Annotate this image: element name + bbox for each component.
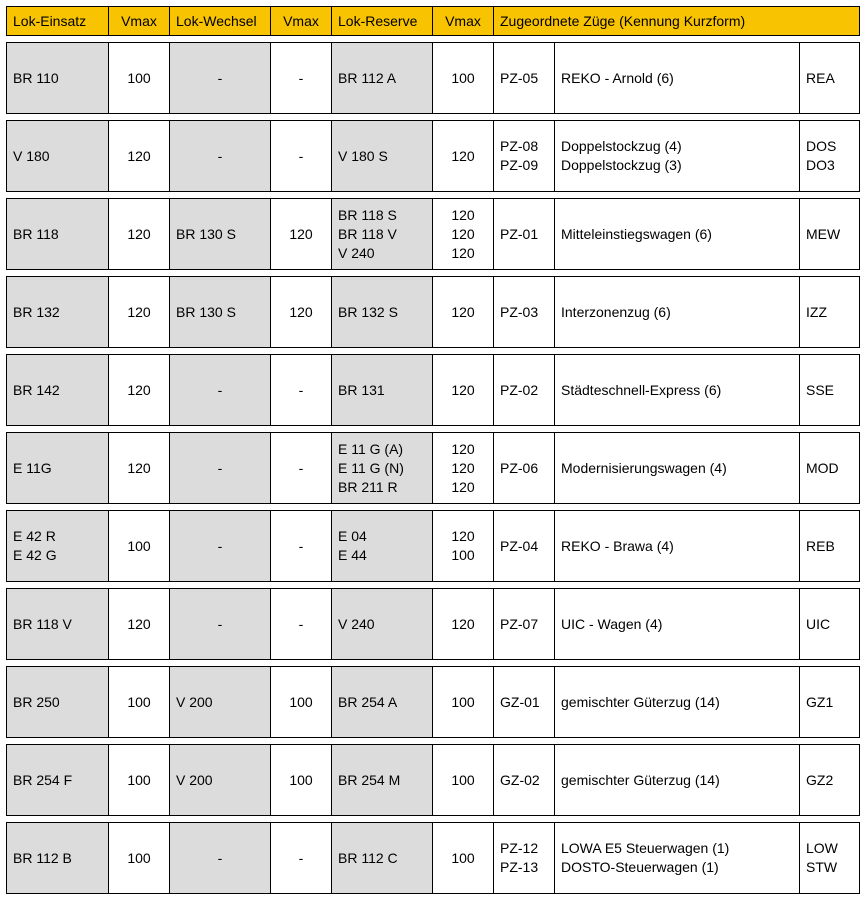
- zug-kurzform-text: IZZ: [806, 303, 827, 320]
- zug-kurzform-text: REB: [806, 537, 835, 554]
- zug-kurzform-text: SSE: [806, 381, 835, 398]
- vmax-einsatz-text: 120: [127, 615, 151, 632]
- vmax-reserve-text: 120: [451, 206, 475, 223]
- vmax-wechsel-text: 120: [289, 225, 313, 242]
- vmax-reserve-cell: [432, 199, 493, 269]
- header-lok-reserve: Lok-Reserve: [331, 7, 432, 35]
- zug-name-text: LOWA E5 Steuerwagen (1): [561, 840, 730, 856]
- lok-reserve-text: BR 118 S: [338, 206, 397, 223]
- lok-einsatz-text: BR 118: [13, 225, 59, 242]
- vmax-wechsel-cell: [270, 199, 331, 269]
- zug-code-cell: [493, 199, 554, 269]
- zug-name-cell: [554, 199, 799, 269]
- header-lok-wechsel: Lok-Wechsel: [169, 7, 270, 35]
- vmax-wechsel-text: -: [298, 69, 304, 86]
- vmax-wechsel-cell: [270, 121, 331, 191]
- lok-reserve-cell: [331, 277, 432, 347]
- vmax-reserve-cell: [432, 511, 493, 581]
- vmax-reserve-text: 120: [451, 615, 475, 632]
- vmax-wechsel-cell: [270, 43, 331, 113]
- lok-einsatz-cell: [7, 589, 108, 659]
- vmax-einsatz-text: 100: [127, 537, 151, 554]
- zug-kurzform-cell: [799, 745, 859, 815]
- zug-code-cell: [493, 589, 554, 659]
- zug-kurzform-text: STW: [806, 859, 838, 875]
- zug-code-text: PZ-09: [500, 157, 539, 173]
- lok-einsatz-cell: [7, 667, 108, 737]
- vmax-reserve-text: 120: [451, 381, 475, 398]
- table-row: [6, 432, 860, 504]
- zug-name-text: Doppelstockzug (4): [561, 138, 682, 154]
- vmax-wechsel-cell: [270, 277, 331, 347]
- zug-name-cell: [554, 355, 799, 425]
- vmax-reserve-cell: [432, 433, 493, 503]
- zug-kurzform-cell: [799, 823, 859, 893]
- vmax-einsatz-text: 100: [127, 771, 151, 788]
- vmax-wechsel-text: -: [298, 459, 304, 476]
- table-row: [6, 744, 860, 816]
- lok-einsatz-cell: [7, 433, 108, 503]
- zug-name-cell: [554, 511, 799, 581]
- lok-wechsel-cell: [169, 277, 270, 347]
- vmax-reserve-cell: [432, 745, 493, 815]
- lok-wechsel-text: -: [217, 459, 223, 476]
- lok-wechsel-cell: [169, 355, 270, 425]
- lok-einsatz-cell: [7, 745, 108, 815]
- lok-reserve-cell: [331, 823, 432, 893]
- zug-kurzform-text: LOW: [806, 840, 838, 856]
- vmax-wechsel-cell: [270, 589, 331, 659]
- lok-einsatz-cell: [7, 355, 108, 425]
- zug-name-cell: [554, 121, 799, 191]
- lok-einsatz-text: V 180: [13, 147, 50, 164]
- zug-kurzform-cell: [799, 121, 859, 191]
- lok-einsatz-text: BR 118 V: [13, 615, 72, 632]
- zug-code-cell: [493, 745, 554, 815]
- vmax-einsatz-cell: [108, 277, 169, 347]
- zug-kurzform-text: REA: [806, 69, 835, 86]
- zug-code-text: PZ-08: [500, 138, 539, 154]
- zug-kurzform-cell: [799, 199, 859, 269]
- zug-name-text: Mitteleinstiegswagen (6): [561, 225, 712, 242]
- zug-name-text: Doppelstockzug (3): [561, 157, 682, 173]
- vmax-wechsel-text: -: [298, 615, 304, 632]
- vmax-wechsel-text: 100: [289, 771, 313, 788]
- lok-einsatz-cell: [7, 823, 108, 893]
- header-vmax-wechsel: Vmax: [270, 7, 331, 35]
- zug-kurzform-text: DO3: [806, 157, 835, 173]
- zug-code-text: PZ-05: [500, 69, 539, 86]
- zug-name-text: Interzonenzug (6): [561, 303, 671, 320]
- lok-einsatz-text: E 11G: [13, 459, 52, 476]
- zug-kurzform-text: MOD: [806, 459, 839, 476]
- header-vmax-reserve: Vmax: [432, 7, 493, 35]
- lok-reserve-text: BR 254 M: [338, 771, 401, 788]
- zug-code-text: GZ-01: [500, 693, 540, 710]
- vmax-einsatz-cell: [108, 823, 169, 893]
- lok-wechsel-text: BR 130 S: [176, 303, 236, 320]
- lok-wechsel-cell: [169, 589, 270, 659]
- lok-einsatz-cell: [7, 277, 108, 347]
- lok-reserve-cell: [331, 667, 432, 737]
- zug-kurzform-cell: [799, 355, 859, 425]
- zug-code-cell: [493, 43, 554, 113]
- vmax-wechsel-text: 120: [289, 303, 313, 320]
- table-row: [6, 354, 860, 426]
- vmax-reserve-cell: [432, 277, 493, 347]
- vmax-reserve-text: 100: [451, 693, 475, 710]
- table-row: [6, 198, 860, 270]
- zug-code-text: PZ-12: [500, 840, 539, 856]
- vmax-reserve-cell: [432, 589, 493, 659]
- vmax-reserve-text: 120: [451, 440, 475, 457]
- lok-reserve-cell: [331, 355, 432, 425]
- lok-einsatz-text: BR 250: [13, 693, 60, 710]
- lok-einsatz-cell: [7, 511, 108, 581]
- lok-wechsel-cell: [169, 667, 270, 737]
- header-vmax-einsatz: Vmax: [108, 7, 169, 35]
- zug-kurzform-text: DOS: [806, 138, 837, 154]
- vmax-wechsel-cell: [270, 667, 331, 737]
- lok-einsatz-text: BR 254 F: [13, 771, 73, 788]
- vmax-einsatz-cell: [108, 589, 169, 659]
- vmax-einsatz-cell: [108, 667, 169, 737]
- lok-reserve-text: BR 112 C: [338, 849, 398, 866]
- vmax-reserve-text: 100: [451, 771, 475, 788]
- zug-code-text: PZ-04: [500, 537, 539, 554]
- lok-wechsel-text: V 200: [176, 771, 213, 788]
- vmax-einsatz-text: 100: [127, 849, 151, 866]
- table-row: [6, 510, 860, 582]
- zug-name-cell: [554, 433, 799, 503]
- table-row: [6, 42, 860, 114]
- lok-wechsel-text: -: [217, 615, 223, 632]
- vmax-reserve-cell: [432, 823, 493, 893]
- lok-wechsel-cell: [169, 43, 270, 113]
- zug-code-text: PZ-03: [500, 303, 539, 320]
- lok-einsatz-cell: [7, 199, 108, 269]
- zug-name-text: DOSTO-Steuerwagen (1): [561, 859, 719, 875]
- vmax-einsatz-text: 120: [127, 459, 151, 476]
- lok-wechsel-cell: [169, 433, 270, 503]
- lok-reserve-text: BR 132 S: [338, 303, 398, 320]
- vmax-reserve-text: 120: [451, 225, 475, 242]
- vmax-reserve-text: 120: [451, 478, 475, 495]
- lok-reserve-text: BR 131: [338, 381, 385, 398]
- zug-code-cell: [493, 355, 554, 425]
- vmax-wechsel-text: -: [298, 381, 304, 398]
- lok-einsatz-cell: [7, 121, 108, 191]
- lok-wechsel-text: BR 130 S: [176, 225, 236, 242]
- zug-name-text: REKO - Arnold (6): [561, 69, 674, 86]
- lok-einsatz-text: E 42 G: [13, 547, 57, 563]
- lok-einsatz-text: BR 112 B: [13, 849, 72, 866]
- vmax-einsatz-cell: [108, 433, 169, 503]
- vmax-reserve-cell: [432, 355, 493, 425]
- zug-code-text: PZ-01: [500, 225, 539, 242]
- vmax-reserve-text: 120: [451, 244, 475, 261]
- vmax-reserve-text: 120: [451, 459, 475, 476]
- vmax-einsatz-cell: [108, 511, 169, 581]
- lok-wechsel-text: V 200: [176, 693, 213, 710]
- header-lok-einsatz: Lok-Einsatz: [13, 13, 87, 29]
- lok-einsatz-text: BR 142: [13, 381, 60, 398]
- zug-code-cell: [493, 433, 554, 503]
- zug-kurzform-cell: [799, 667, 859, 737]
- zug-code-text: PZ-13: [500, 859, 539, 875]
- vmax-reserve-text: 120: [451, 303, 475, 320]
- vmax-einsatz-cell: [108, 745, 169, 815]
- lok-reserve-text: V 180 S: [338, 147, 388, 164]
- vmax-einsatz-cell: [108, 43, 169, 113]
- vmax-reserve-text: 100: [451, 69, 475, 86]
- vmax-wechsel-cell: [270, 823, 331, 893]
- vmax-einsatz-cell: [108, 199, 169, 269]
- zug-name-cell: [554, 667, 799, 737]
- zug-kurzform-cell: [799, 43, 859, 113]
- zug-code-text: PZ-07: [500, 615, 539, 632]
- zug-kurzform-cell: [799, 589, 859, 659]
- table-row: [6, 120, 860, 192]
- vmax-wechsel-text: -: [298, 147, 304, 164]
- lok-reserve-cell: [331, 745, 432, 815]
- lok-reserve-cell: [331, 589, 432, 659]
- zug-name-cell: [554, 277, 799, 347]
- zug-kurzform-cell: [799, 433, 859, 503]
- lok-einsatz-cell: [7, 43, 108, 113]
- zug-name-text: gemischter Güterzug (14): [561, 693, 720, 710]
- lok-wechsel-cell: [169, 511, 270, 581]
- lok-wechsel-cell: [169, 745, 270, 815]
- vmax-reserve-text: 100: [451, 547, 475, 563]
- zug-code-text: GZ-02: [500, 771, 540, 788]
- zug-name-text: Modernisierungswagen (4): [561, 459, 727, 476]
- vmax-wechsel-text: -: [298, 537, 304, 554]
- vmax-reserve-cell: [432, 43, 493, 113]
- vmax-einsatz-text: 100: [127, 69, 151, 86]
- vmax-wechsel-cell: [270, 745, 331, 815]
- zug-name-cell: [554, 823, 799, 893]
- vmax-reserve-text: 120: [451, 528, 475, 544]
- zug-code-cell: [493, 823, 554, 893]
- lok-reserve-cell: [331, 511, 432, 581]
- header-zugeordnete-zuege: Zugeordnete Züge (Kennung Kurzform): [493, 7, 859, 35]
- lok-einsatz-text: E 42 R: [13, 528, 56, 544]
- zug-name-text: REKO - Brawa (4): [561, 537, 674, 554]
- vmax-einsatz-cell: [108, 355, 169, 425]
- vmax-wechsel-text: 100: [289, 693, 313, 710]
- lok-wechsel-cell: [169, 199, 270, 269]
- lok-reserve-text: E 44: [338, 547, 367, 563]
- zug-name-text: UIC - Wagen (4): [561, 615, 663, 632]
- vmax-einsatz-text: 120: [127, 303, 151, 320]
- zug-code-cell: [493, 667, 554, 737]
- zug-kurzform-cell: [799, 511, 859, 581]
- vmax-einsatz-text: 100: [127, 693, 151, 710]
- vmax-einsatz-text: 120: [127, 225, 151, 242]
- lok-wechsel-cell: [169, 121, 270, 191]
- lok-reserve-text: BR 118 V: [338, 225, 397, 242]
- lok-wechsel-text: -: [217, 537, 223, 554]
- vmax-einsatz-cell: [108, 121, 169, 191]
- lok-einsatz-text: BR 132: [13, 303, 60, 320]
- zug-name-cell: [554, 745, 799, 815]
- table-row: [6, 666, 860, 738]
- vmax-reserve-cell: [432, 667, 493, 737]
- vmax-einsatz-text: 120: [127, 381, 151, 398]
- zug-name-text: Städteschnell-Express (6): [561, 381, 722, 398]
- vmax-reserve-text: 120: [451, 147, 475, 164]
- lok-reserve-cell: [331, 121, 432, 191]
- zug-kurzform-cell: [799, 277, 859, 347]
- lok-reserve-text: BR 112 A: [338, 69, 397, 86]
- lok-reserve-text: BR 211 R: [338, 478, 398, 495]
- zug-kurzform-text: MEW: [806, 225, 841, 242]
- table-row: [6, 588, 860, 660]
- zug-name-cell: [554, 589, 799, 659]
- zug-code-cell: [493, 277, 554, 347]
- lok-wechsel-text: -: [217, 69, 223, 86]
- vmax-reserve-cell: [432, 121, 493, 191]
- zug-name-text: gemischter Güterzug (14): [561, 771, 720, 788]
- lok-reserve-text: E 11 G (A): [338, 440, 404, 457]
- zug-code-cell: [493, 121, 554, 191]
- lok-wechsel-cell: [169, 823, 270, 893]
- vmax-reserve-text: 100: [451, 849, 475, 866]
- vmax-wechsel-cell: [270, 511, 331, 581]
- lok-reserve-text: E 04: [338, 528, 367, 544]
- lok-wechsel-text: -: [217, 381, 223, 398]
- lok-wechsel-text: -: [217, 147, 223, 164]
- vmax-wechsel-cell: [270, 355, 331, 425]
- lok-wechsel-text: -: [217, 849, 223, 866]
- vmax-wechsel-cell: [270, 433, 331, 503]
- zug-code-text: PZ-06: [500, 459, 539, 476]
- table-row: [6, 276, 860, 348]
- vmax-wechsel-text: -: [298, 849, 304, 866]
- lok-reserve-cell: [331, 433, 432, 503]
- zug-code-text: PZ-02: [500, 381, 539, 398]
- lok-reserve-text: BR 254 A: [338, 693, 398, 710]
- lok-reserve-text: V 240: [338, 615, 375, 632]
- lok-reserve-text: E 11 G (N): [338, 459, 404, 476]
- table-header: [6, 6, 860, 36]
- zug-name-cell: [554, 43, 799, 113]
- zug-kurzform-text: GZ2: [806, 771, 834, 788]
- lok-einsatz-text: BR 110: [13, 69, 59, 86]
- zug-kurzform-text: GZ1: [806, 693, 834, 710]
- lok-reserve-cell: [331, 199, 432, 269]
- table-row: [6, 822, 860, 894]
- zug-code-cell: [493, 511, 554, 581]
- zug-kurzform-text: UIC: [806, 615, 831, 632]
- lok-reserve-cell: [331, 43, 432, 113]
- lok-reserve-text: V 240: [338, 244, 375, 261]
- vmax-einsatz-text: 120: [127, 147, 151, 164]
